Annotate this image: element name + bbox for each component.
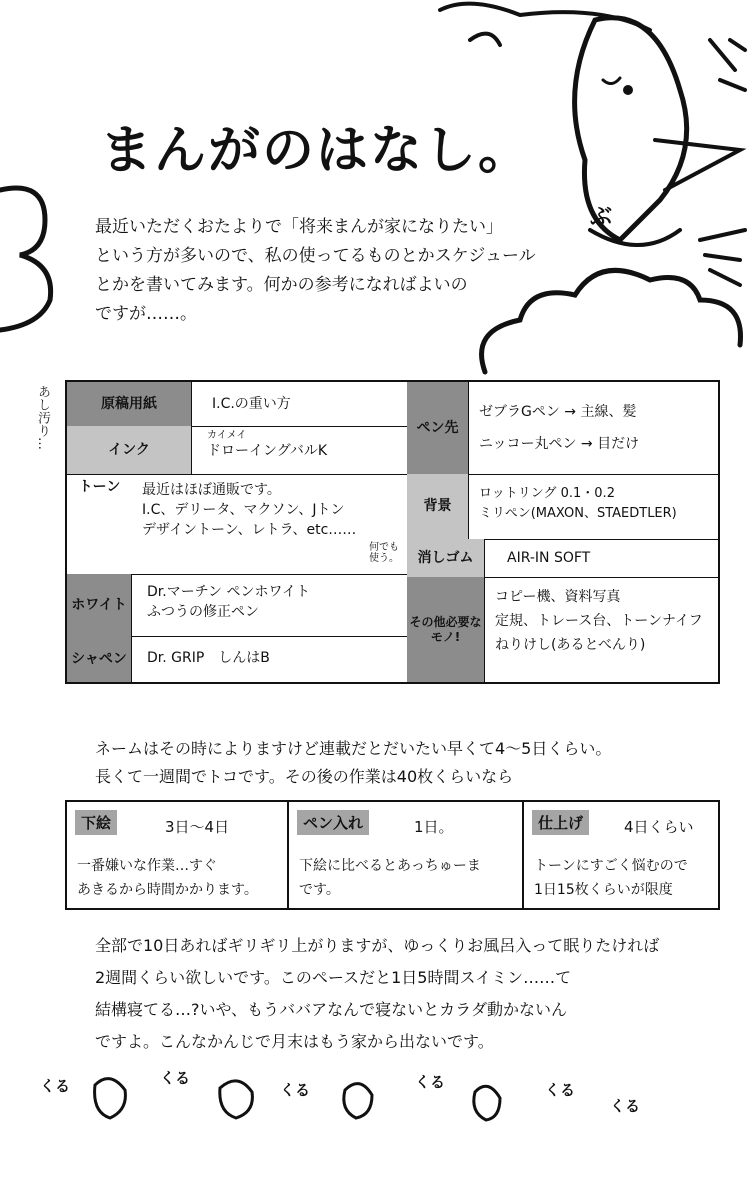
sfx-kuru: くる: [40, 1077, 71, 1095]
tool-value-line: ロットリング 0.1・0.2: [479, 486, 615, 501]
tool-label: インク: [67, 426, 192, 474]
paragraph-line: ネームはその時によりますけど連載だとだいたい早くて4〜5日くらい。: [95, 739, 612, 758]
intro-line: 最近いただくおたよりで「将来まんが家になりたい」: [95, 217, 503, 237]
schedule-note: [299, 854, 481, 902]
sfx-kuru: くる: [610, 1097, 641, 1115]
tool-value-small: カイメイ: [207, 430, 247, 441]
paragraph-line: ですよ。こんなかんじで月末はもう家から出ないです。: [95, 1032, 494, 1051]
tool-row-pencil: [67, 636, 407, 682]
tool-value-line: AIR-IN SOFT: [507, 550, 591, 566]
tool-value-line: ドローイングバルK: [207, 443, 328, 459]
tool-value: [147, 574, 310, 636]
paragraph-line: 結構寝てる…?いや、もうババアなんで寝ないとカラダ動かないん: [95, 1000, 568, 1019]
tool-row-paper: [67, 382, 407, 427]
tool-value-line: I.C.の重い方: [212, 396, 291, 412]
schedule-tag: 仕上げ: [532, 810, 589, 835]
schedule-cell-finishing: [522, 802, 718, 908]
tool-value: [142, 474, 356, 574]
tool-value-line: I.C、デリータ、マクソン、Jトン: [142, 502, 345, 518]
tool-value: [207, 426, 327, 474]
sfx-kuru: くる: [415, 1073, 446, 1091]
schedule-note: [534, 854, 688, 902]
tool-row-background: [407, 474, 718, 540]
tool-value: [507, 539, 590, 577]
bottom-sound-effects: [30, 1065, 730, 1135]
tool-row-nib: [407, 382, 718, 475]
tool-value-line: Dr.マーチン ペンホワイト: [147, 584, 311, 600]
tool-value-line: ねりけし(あるとべんり): [495, 637, 646, 653]
schedule-note-line: です。: [299, 882, 340, 898]
paragraph-line: 長くて一週間でトコです。その後の作業は40枚くらいなら: [95, 767, 514, 786]
tool-value: [212, 382, 291, 426]
intro-line: という方が多いので、私の使ってるものとかスケジュール: [95, 246, 536, 266]
tool-value-line: ミリペン(MAXON、STAEDTLER): [479, 506, 677, 521]
paragraph-line: 全部で10日あればギリギリ上がりますが、ゆっくりお風呂入って眠りたければ: [95, 936, 660, 955]
tool-label: ペン先: [407, 382, 469, 474]
tools-right-column: [407, 382, 718, 682]
closing-paragraph: [95, 930, 715, 1058]
schedule-note-line: あきるから時間かかります。: [77, 882, 258, 898]
tool-value-line: ふつうの修正ペン: [147, 604, 259, 620]
schedule-tag: 下絵: [75, 810, 117, 835]
page-title: まんがのはなし。: [100, 121, 533, 181]
tool-label: その他必要なモノ!: [407, 577, 485, 682]
tool-label: トーン: [78, 479, 121, 495]
tools-table: [65, 380, 720, 684]
schedule-note-line: 一番嫌いな作業…すぐ: [77, 858, 217, 874]
intro-line: とかを書いてみます。何かの参考になればよいの: [95, 275, 468, 295]
sound-effect: ぶ: [590, 205, 613, 230]
tool-value: [479, 474, 677, 539]
schedule-cell-sketch: [67, 802, 287, 908]
tool-aside: 何でも使う。: [369, 542, 399, 564]
tool-value-line: デザイントーン、レトラ、etc……: [142, 522, 357, 538]
tool-label: シャペン: [67, 636, 132, 682]
tool-row-other: [407, 577, 718, 682]
tool-value: [147, 636, 270, 682]
intro-paragraph: [95, 213, 595, 329]
intro-line: ですが……。: [95, 304, 197, 324]
tool-value-line: 最近はほぼ通販です。: [142, 482, 281, 498]
tool-label: 消しゴム: [407, 539, 485, 577]
schedule-duration: 1日。: [414, 818, 454, 836]
schedule-duration: 3日〜4日: [165, 818, 230, 836]
tool-row-ink: [67, 426, 407, 475]
sfx-kuru: くる: [280, 1081, 311, 1099]
schedule-note-line: トーンにすごく悩むので: [534, 858, 688, 874]
tool-value-line: ゼブラGペン → 主線、髪: [479, 404, 637, 420]
sfx-kuru: くる: [160, 1069, 191, 1087]
schedule-table: [65, 800, 720, 910]
tool-label: 背景: [407, 474, 469, 539]
tool-value: [495, 577, 703, 682]
tool-label: 原稿用紙: [67, 382, 192, 426]
tool-row-tone: [67, 474, 407, 575]
tool-label: ホワイト: [67, 574, 132, 636]
tool-value-line: Dr. GRIP しんはB: [147, 650, 270, 666]
tool-value-line: コピー機、資料写真: [495, 589, 621, 605]
paragraph-line: 2週間くらい欲しいです。このペースだと1日5時間スイミン……て: [95, 968, 572, 987]
schedule-note: [77, 854, 258, 902]
tool-row-white: [67, 574, 407, 637]
schedule-duration: 4日くらい: [624, 818, 694, 836]
tool-value-line: ニッコー丸ペン → 目だけ: [479, 436, 640, 452]
schedule-intro-paragraph: [95, 735, 715, 791]
tool-row-eraser: [407, 539, 718, 578]
sfx-kuru: くる: [545, 1081, 576, 1099]
schedule-note-line: 1日15枚くらいが限度: [534, 882, 673, 898]
schedule-cell-inking: [287, 802, 524, 908]
schedule-note-line: 下絵に比べるとあっちゅーま: [299, 858, 481, 874]
tools-left-column: [67, 382, 409, 682]
cloud-left: [0, 188, 51, 330]
tool-value-line: 定規、トレース台、トーンナイフ: [495, 613, 703, 629]
side-note: あし汚り…: [35, 385, 50, 450]
schedule-tag: ペン入れ: [297, 810, 369, 835]
tool-value: [479, 382, 639, 474]
